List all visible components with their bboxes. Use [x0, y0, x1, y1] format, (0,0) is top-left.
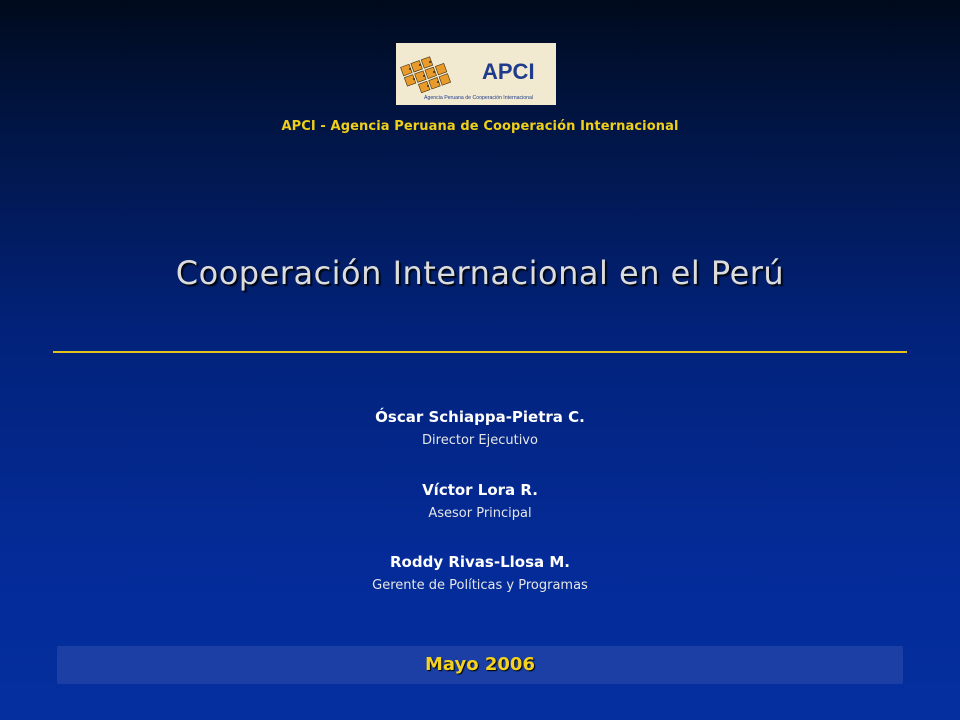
- presenter-2-name: Víctor Lora R.: [422, 481, 538, 499]
- logo-brand-text: APCI: [482, 59, 535, 84]
- title-divider: [53, 351, 907, 353]
- logo-subtitle-text: Agencia Peruana de Cooperación Internacional: [424, 95, 534, 101]
- presenter-1-name: Óscar Schiappa-Pietra C.: [375, 408, 585, 426]
- slide-title: Cooperación Internacional en el Perú: [175, 254, 785, 292]
- apci-logo: [396, 43, 556, 105]
- presenter-2-role: Asesor Principal: [428, 506, 532, 521]
- presenter-3-role: Gerente de Políticas y Programas: [372, 578, 588, 593]
- apci-logo-graphic: [396, 43, 556, 105]
- presenter-3-name: Roddy Rivas-Llosa M.: [390, 553, 570, 571]
- presentation-date: Mayo 2006: [425, 654, 535, 675]
- logo-mark-icon: [401, 53, 451, 96]
- date-banner: [57, 646, 903, 684]
- presenter-1-role: Director Ejecutivo: [422, 433, 538, 448]
- organization-name: APCI - Agencia Peruana de Cooperación Internacional: [281, 119, 679, 134]
